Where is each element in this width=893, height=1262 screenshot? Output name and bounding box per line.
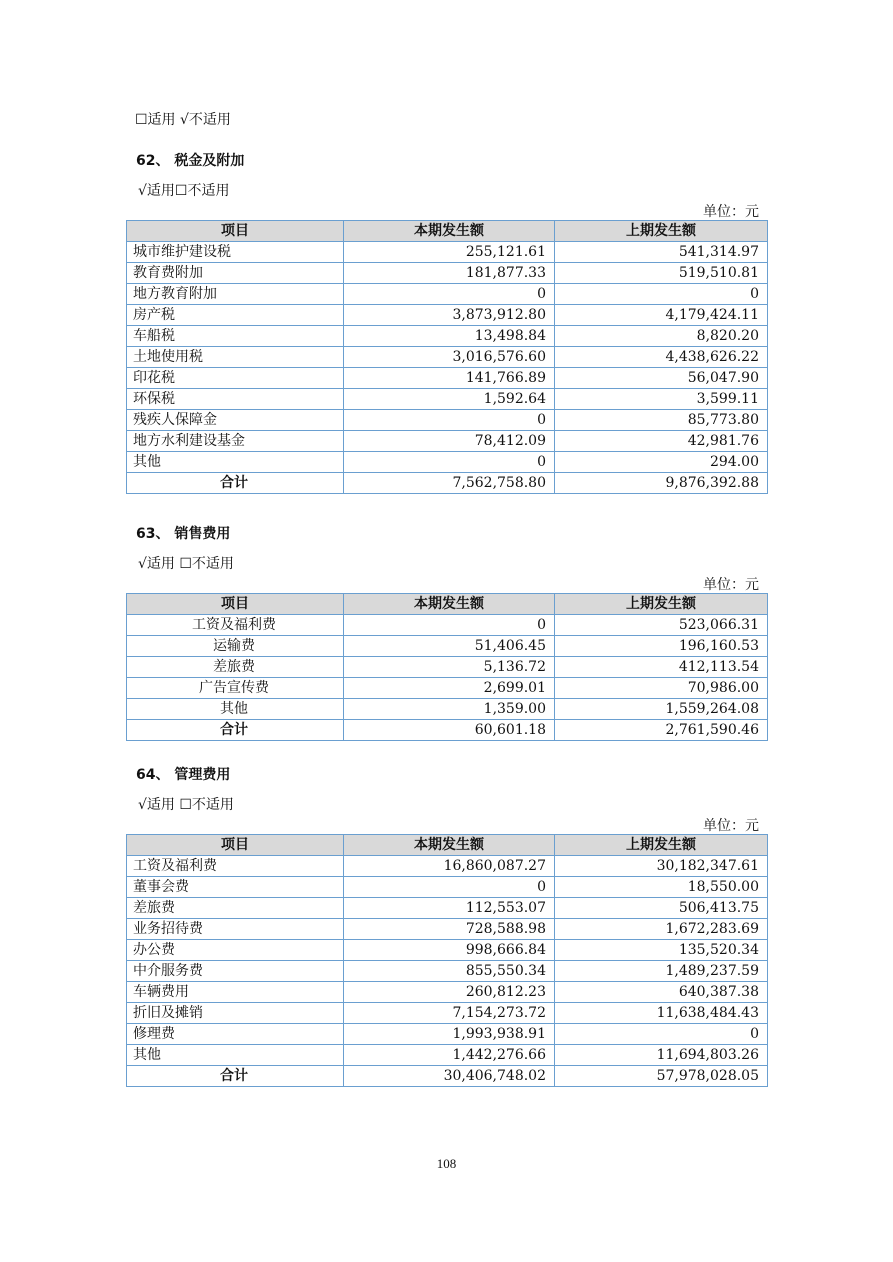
cell-previous: 0 (555, 1024, 768, 1045)
cell-item: 合计 (127, 473, 344, 494)
cell-item: 董事会费 (127, 877, 344, 898)
cell-current: 855,550.34 (344, 961, 555, 982)
cell-previous: 640,387.38 (555, 982, 768, 1003)
table-total-row (127, 720, 768, 741)
cell-previous: 412,113.54 (555, 657, 768, 678)
table-row (127, 982, 768, 1003)
cell-item: 残疾人保障金 (127, 410, 344, 431)
cell-previous: 1,559,264.08 (555, 699, 768, 720)
section-heading-62: 62、 税金及附加 (136, 153, 245, 169)
cell-current: 728,588.98 (344, 919, 555, 940)
cell-current: 7,562,758.80 (344, 473, 555, 494)
cell-current: 3,873,912.80 (344, 305, 555, 326)
selling-expenses-table (126, 593, 768, 741)
cell-current: 1,592.64 (344, 389, 555, 410)
table-row (127, 657, 768, 678)
applicability-note-64: √适用 ☐不适用 (138, 797, 234, 813)
table-row (127, 699, 768, 720)
cell-previous: 8,820.20 (555, 326, 768, 347)
cell-previous: 42,981.76 (555, 431, 768, 452)
cell-previous: 541,314.97 (555, 242, 768, 263)
cell-previous: 523,066.31 (555, 615, 768, 636)
cell-current: 112,553.07 (344, 898, 555, 919)
cell-current: 7,154,273.72 (344, 1003, 555, 1024)
cell-item: 办公费 (127, 940, 344, 961)
table-row (127, 877, 768, 898)
cell-current: 13,498.84 (344, 326, 555, 347)
table-row (127, 678, 768, 699)
cell-current: 1,993,938.91 (344, 1024, 555, 1045)
table-header-row (127, 835, 768, 856)
cell-current: 5,136.72 (344, 657, 555, 678)
table-row (127, 305, 768, 326)
cell-current: 181,877.33 (344, 263, 555, 284)
cell-previous: 519,510.81 (555, 263, 768, 284)
cell-item: 运输费 (127, 636, 344, 657)
cell-current: 78,412.09 (344, 431, 555, 452)
cell-item: 折旧及摊销 (127, 1003, 344, 1024)
table-row (127, 326, 768, 347)
cell-current: 0 (344, 615, 555, 636)
cell-current: 3,016,576.60 (344, 347, 555, 368)
cell-previous: 1,672,283.69 (555, 919, 768, 940)
cell-item: 土地使用税 (127, 347, 344, 368)
table-row (127, 389, 768, 410)
cell-current: 141,766.89 (344, 368, 555, 389)
cell-item: 其他 (127, 1045, 344, 1066)
table-header-row (127, 221, 768, 242)
cell-item: 印花税 (127, 368, 344, 389)
cell-previous: 2,761,590.46 (555, 720, 768, 741)
cell-previous: 85,773.80 (555, 410, 768, 431)
table-total-row (127, 473, 768, 494)
column-header-previous: 上期发生额 (555, 221, 768, 242)
table-row (127, 961, 768, 982)
cell-previous: 11,638,484.43 (555, 1003, 768, 1024)
cell-item: 修理费 (127, 1024, 344, 1045)
table-row (127, 856, 768, 877)
cell-item: 车船税 (127, 326, 344, 347)
page-number: 108 (436, 1156, 457, 1171)
column-header-current: 本期发生额 (344, 221, 555, 242)
cell-previous: 0 (555, 284, 768, 305)
cell-current: 260,812.23 (344, 982, 555, 1003)
cell-previous: 30,182,347.61 (555, 856, 768, 877)
cell-previous: 18,550.00 (555, 877, 768, 898)
column-header-item: 项目 (127, 835, 344, 856)
column-header-item: 项目 (127, 221, 344, 242)
cell-previous: 506,413.75 (555, 898, 768, 919)
cell-current: 30,406,748.02 (344, 1066, 555, 1087)
table-row (127, 263, 768, 284)
table-row (127, 347, 768, 368)
cell-item: 工资及福利费 (127, 856, 344, 877)
table-row (127, 615, 768, 636)
cell-previous: 11,694,803.26 (555, 1045, 768, 1066)
column-header-item: 项目 (127, 594, 344, 615)
cell-previous: 1,489,237.59 (555, 961, 768, 982)
cell-current: 255,121.61 (344, 242, 555, 263)
unit-label-62: 单位：元 (703, 204, 759, 220)
table-row (127, 431, 768, 452)
table-row (127, 284, 768, 305)
cell-previous: 56,047.90 (555, 368, 768, 389)
cell-current: 1,359.00 (344, 699, 555, 720)
cell-current: 51,406.45 (344, 636, 555, 657)
applicability-note-63: √适用 ☐不适用 (138, 556, 234, 572)
cell-current: 998,666.84 (344, 940, 555, 961)
cell-item: 地方教育附加 (127, 284, 344, 305)
column-header-current: 本期发生额 (344, 835, 555, 856)
cell-current: 0 (344, 410, 555, 431)
table-row (127, 898, 768, 919)
table-row (127, 1003, 768, 1024)
cell-item: 工资及福利费 (127, 615, 344, 636)
section-heading-64: 64、 管理费用 (136, 767, 231, 783)
cell-item: 合计 (127, 1066, 344, 1087)
table-total-row (127, 1066, 768, 1087)
unit-label-64: 单位：元 (703, 818, 759, 834)
cell-current: 1,442,276.66 (344, 1045, 555, 1066)
cell-previous: 294.00 (555, 452, 768, 473)
table-row (127, 940, 768, 961)
column-header-previous: 上期发生额 (555, 835, 768, 856)
tax-surcharge-table (126, 220, 768, 494)
table-row (127, 452, 768, 473)
cell-item: 广告宣传费 (127, 678, 344, 699)
cell-item: 合计 (127, 720, 344, 741)
table-row (127, 919, 768, 940)
cell-previous: 135,520.34 (555, 940, 768, 961)
table-row (127, 242, 768, 263)
cell-item: 教育费附加 (127, 263, 344, 284)
table-row (127, 368, 768, 389)
cell-current: 16,860,087.27 (344, 856, 555, 877)
cell-current: 60,601.18 (344, 720, 555, 741)
cell-item: 环保税 (127, 389, 344, 410)
column-header-previous: 上期发生额 (555, 594, 768, 615)
cell-previous: 196,160.53 (555, 636, 768, 657)
cell-item: 房产税 (127, 305, 344, 326)
table-row (127, 1024, 768, 1045)
unit-label-63: 单位：元 (703, 577, 759, 593)
cell-item: 地方水利建设基金 (127, 431, 344, 452)
applicability-note-top: ☐适用 √不适用 (135, 112, 231, 128)
cell-item: 城市维护建设税 (127, 242, 344, 263)
cell-current: 0 (344, 452, 555, 473)
column-header-current: 本期发生额 (344, 594, 555, 615)
section-heading-63: 63、 销售费用 (136, 526, 231, 542)
cell-current: 0 (344, 877, 555, 898)
applicability-note-62: √适用☐不适用 (138, 183, 230, 199)
cell-current: 0 (344, 284, 555, 305)
cell-item: 其他 (127, 452, 344, 473)
cell-previous: 9,876,392.88 (555, 473, 768, 494)
admin-expenses-table (126, 834, 768, 1087)
cell-previous: 4,179,424.11 (555, 305, 768, 326)
cell-item: 车辆费用 (127, 982, 344, 1003)
table-row (127, 410, 768, 431)
cell-item: 其他 (127, 699, 344, 720)
cell-item: 业务招待费 (127, 919, 344, 940)
table-header-row (127, 594, 768, 615)
table-row (127, 1045, 768, 1066)
cell-previous: 57,978,028.05 (555, 1066, 768, 1087)
cell-item: 差旅费 (127, 657, 344, 678)
cell-previous: 70,986.00 (555, 678, 768, 699)
cell-current: 2,699.01 (344, 678, 555, 699)
cell-previous: 4,438,626.22 (555, 347, 768, 368)
table-row (127, 636, 768, 657)
cell-item: 中介服务费 (127, 961, 344, 982)
cell-item: 差旅费 (127, 898, 344, 919)
cell-previous: 3,599.11 (555, 389, 768, 410)
